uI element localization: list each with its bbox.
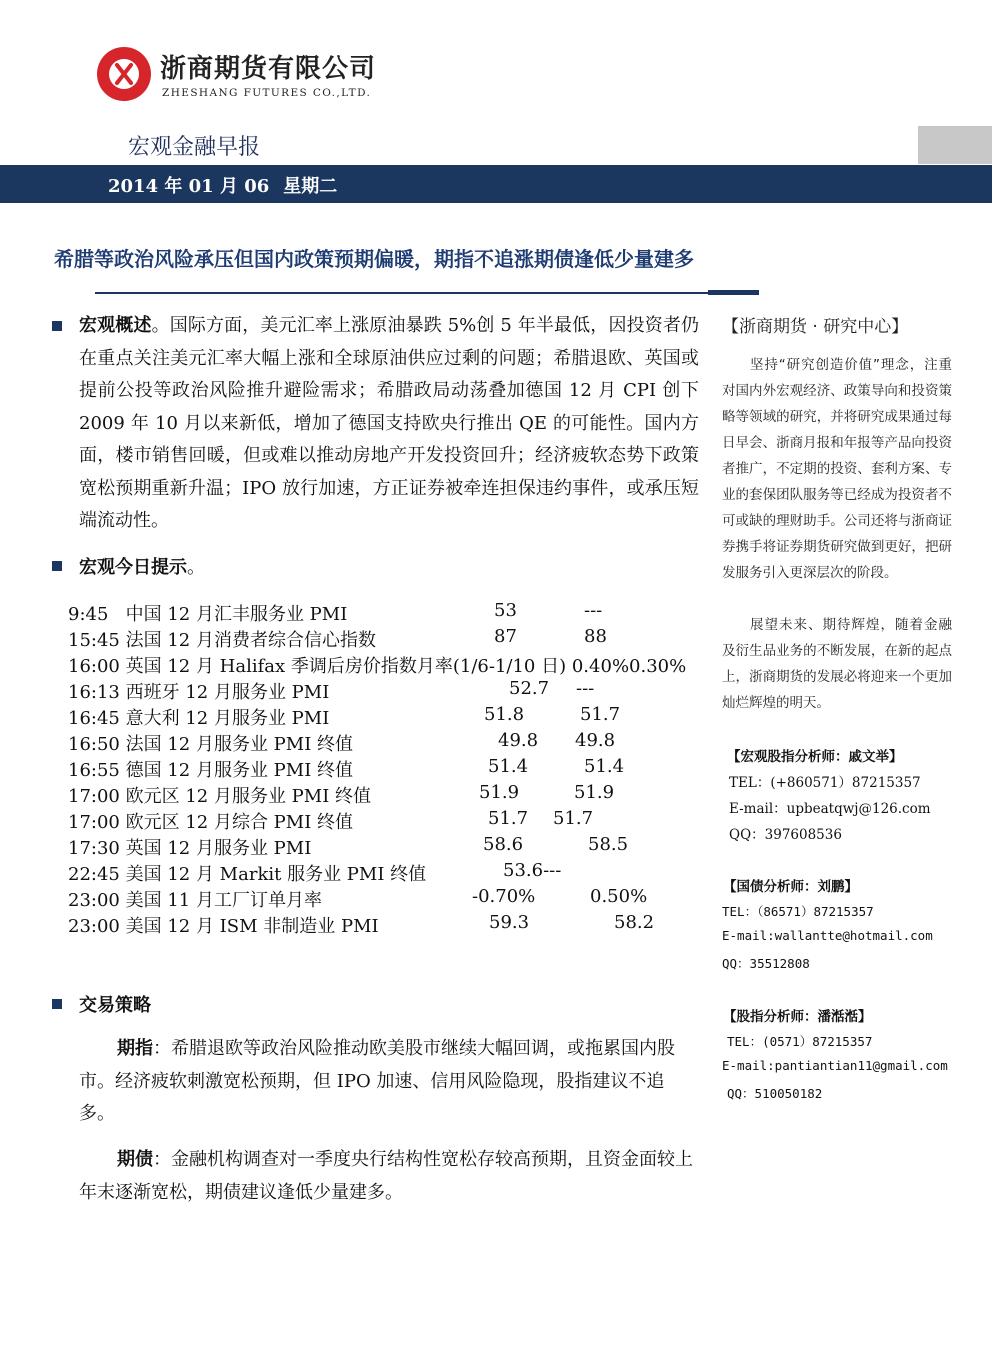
today-events-title (79, 553, 205, 579)
event-row (68, 782, 371, 808)
event-values (503, 860, 561, 881)
bullet-square-icon (52, 999, 62, 1009)
event-forecast: 51.7 (580, 704, 621, 725)
event-time: 17:30 (68, 838, 120, 859)
analyst-email[interactable]: E-mail：upbeatqwj@126.com (729, 801, 931, 817)
event-name: 德国 12 月服务业 PMI 终值 (125, 760, 354, 781)
research-center-outlook: 展望未来、期待辉煌，随着金融及衍生品业务的不断发展，在新的起点上，浙商期货的发展必将迎来一个更加灿烂辉煌的明天。 (722, 617, 952, 711)
analyst-email[interactable]: E-mail:wallantte@hotmail.com (722, 928, 933, 943)
analyst-name: 【股指分析师：潘湉湉】 (723, 1009, 872, 1025)
report-date (108, 172, 337, 198)
futures-text: ：希腊退欧等政治风险推动欧美股市继续大幅回调，或拖累国内股市。经济疲软刺激宽松预期，但 IPO 加速、信用风险隐现，股指建议不追多。 (79, 1038, 675, 1124)
headline-divider-accent (708, 290, 759, 295)
event-row (68, 600, 347, 626)
event-prev: 51.9 (479, 782, 520, 803)
analyst-qq: QQ：35512808 (722, 956, 810, 971)
strategy-title: 交易策略 (79, 995, 151, 1016)
event-prev: -0.70% (472, 886, 536, 907)
event-row (68, 860, 426, 886)
event-prev: 58.6 (483, 834, 524, 855)
event-prev: 0.40% (571, 656, 630, 677)
bond-text: ：金融机构调查对一季度央行结构性宽松存较高预期，且资金面较上年末逐渐宽松，期债建议逢低少量建多。 (79, 1149, 693, 1203)
event-prev: 51.8 (484, 704, 525, 725)
analyst-name: 【宏观股指分析师：戚文举】 (727, 749, 903, 765)
event-name: 中国 12 月汇丰服务业 PMI (125, 604, 348, 625)
event-forecast: 51.9 (574, 782, 615, 803)
event-forecast: 58.5 (588, 834, 629, 855)
company-name-cn: 浙商期货有限公司 (160, 54, 377, 84)
event-time: 23:00 (68, 916, 120, 937)
research-center-title: 【浙商期货 · 研究中心】 (722, 317, 909, 337)
event-forecast: 51.4 (584, 756, 625, 777)
event-name: 意大利 12 月服务业 PMI (125, 708, 330, 729)
event-name: 美国 12 月 Markit 服务业 PMI 终值 (125, 864, 427, 885)
event-row (68, 730, 353, 756)
header-gray-block (918, 126, 992, 164)
event-row (68, 756, 353, 782)
futures-lead: 期指 (117, 1038, 153, 1059)
headline-divider (95, 292, 759, 294)
date: 2014 年 01 月 06 (108, 176, 270, 197)
event-time: 17:00 (68, 812, 120, 833)
analyst-tel: TEL：(0571）87215357 (727, 1034, 873, 1049)
analyst-name: 【国债分析师：刘鹏】 (723, 879, 858, 895)
event-row (68, 704, 329, 730)
event-prev: 51.4 (488, 756, 529, 777)
analyst-tel: TEL：（86571）87215357 (722, 904, 874, 919)
event-forecast: 88 (584, 626, 607, 647)
event-prev: 59.3 (489, 912, 530, 933)
event-time: 22:45 (68, 864, 120, 885)
event-time: 16:13 (68, 682, 120, 703)
today-lead: 宏观今日提示 (79, 557, 187, 578)
event-time: 16:00 (68, 656, 120, 677)
event-prev: 53.6 (503, 860, 544, 881)
bond-lead: 期债 (117, 1149, 153, 1170)
research-center-intro: 坚持“研究创造价值”理念，注重对国内外宏观经济、政策导向和投资策略等领域的研究，并将研究成果通过每日早会、浙商月报和年报等产品向投资者推广，不定期的投资、套利方案、专业的套保团队服务等已经成为投资者不可或缺的理财助手。公司还将与浙商证券携手将证券期货研究做到更好，把研发服务引入更深层次的阶段。 (722, 357, 952, 581)
event-forecast: --- (584, 600, 603, 621)
event-time: 17:00 (68, 786, 120, 807)
event-prev: 87 (494, 626, 517, 647)
event-time: 16:55 (68, 760, 120, 781)
analyst-email[interactable]: E-mail:pantiantian11@gmail.com (722, 1058, 948, 1073)
event-time: 16:45 (68, 708, 120, 729)
analyst-qq: QQ：510050182 (727, 1086, 823, 1101)
bullet-square-icon (52, 321, 62, 331)
event-prev: 49.8 (498, 730, 539, 751)
macro-overview (79, 310, 699, 538)
analyst-qq: QQ：397608536 (729, 827, 842, 843)
event-name: 西班牙 12 月服务业 PMI (125, 682, 330, 703)
event-prev: 52.7 (509, 678, 550, 699)
event-row (68, 652, 686, 678)
event-row (68, 678, 329, 704)
event-name: 英国 12 月 Halifax 季调后房价指数月率(1/6-1/10 日) (125, 656, 567, 677)
company-name-en: ZHESHANG FUTURES CO.,LTD. (162, 87, 372, 99)
event-time: 23:00 (68, 890, 120, 911)
event-time: 16:50 (68, 734, 120, 755)
event-name: 法国 12 月消费者综合信心指数 (125, 630, 376, 651)
event-forecast: 0.30% (629, 656, 687, 677)
futures-strategy (79, 1033, 699, 1131)
event-prev: 53 (494, 600, 517, 621)
event-name: 英国 12 月服务业 PMI (125, 838, 312, 859)
event-row (68, 886, 322, 912)
overview-lead: 宏观概述 (79, 315, 152, 336)
weekday: 星期二 (283, 176, 338, 197)
analyst-tel: TEL：(+860571）87215357 (729, 775, 921, 791)
event-time: 9:45 (68, 604, 109, 625)
event-name: 美国 11 月工厂订单月率 (125, 890, 322, 911)
event-prev: 51.7 (488, 808, 529, 829)
event-forecast: --- (543, 860, 562, 881)
bond-strategy (79, 1144, 699, 1209)
today-suffix: 。 (187, 557, 205, 578)
overview-text: 。国际方面，美元汇率上涨原油暴跌 5%创 5 年半最低，因投资者仍在重点关注美元汇率大幅上涨和全球原油供应过剩的问题；希腊退欧、英国或提前公投等政治风险推升避险需求；希腊政局动荡叠加德国 12 月 CPI 创下 2009 年 10 月以来新低，增加了德国支持欧央行推出 QE 的可能性。国内方面，楼市销售回暖，但或难以推动房地产开发投资回升；经济疲软态势下政策宽松预期重新升温；IPO 放行加速，方正证券被牵连担保违约事件，或承压短端流动性。 (79, 315, 700, 531)
headline: 希腊等政治风险承压但国内政策预期偏暖，期指不追涨期债逢低少量建多 (54, 247, 694, 271)
event-row (68, 834, 311, 860)
event-forecast: 58.2 (614, 912, 655, 933)
bullet-square-icon (52, 561, 62, 571)
event-time: 15:45 (68, 630, 120, 651)
report-title: 宏观金融早报 (128, 135, 261, 160)
company-logo (96, 46, 152, 102)
event-row (68, 626, 376, 652)
event-name: 欧元区 12 月综合 PMI 终值 (125, 812, 354, 833)
event-row (68, 912, 379, 938)
event-forecast: 49.8 (575, 730, 616, 751)
event-row (68, 808, 353, 834)
event-forecast: 51.7 (553, 808, 594, 829)
event-name: 欧元区 12 月服务业 PMI 终值 (125, 786, 372, 807)
event-forecast: 0.50% (590, 886, 648, 907)
event-forecast: --- (576, 678, 595, 699)
event-name: 美国 12 月 ISM 非制造业 PMI (125, 916, 379, 937)
event-name: 法国 12 月服务业 PMI 终值 (125, 734, 354, 755)
